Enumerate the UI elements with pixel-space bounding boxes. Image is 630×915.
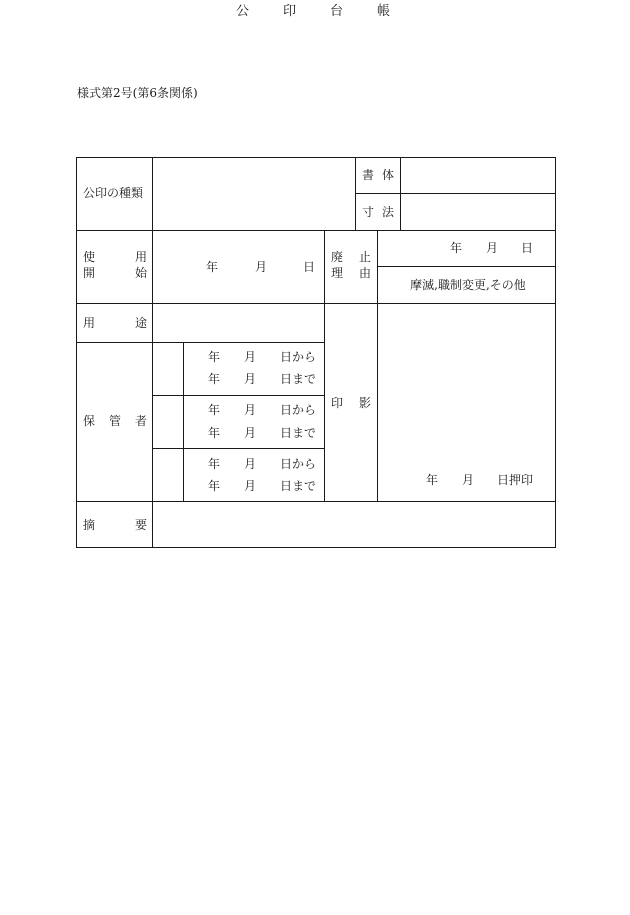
period-from-year: 年 <box>208 350 221 364</box>
start-use-label-char: 開 <box>83 266 96 280</box>
impression-label-char: 印 <box>331 396 344 410</box>
purpose-label-char: 途 <box>135 316 148 330</box>
period-from-year: 年 <box>208 403 221 417</box>
period-to-day: 日まで <box>280 479 317 493</box>
period-to-day: 日まで <box>280 426 317 440</box>
abolish-reason-options: 摩滅,職制変更,その他 <box>410 278 526 292</box>
period-to-year: 年 <box>208 479 221 493</box>
period-from-month: 月 <box>244 350 257 364</box>
abolish-label-char: 理 <box>331 266 344 280</box>
start-use-label-char: 用 <box>135 250 148 264</box>
period-from-year: 年 <box>208 457 221 471</box>
period-to-month: 月 <box>244 479 257 493</box>
remarks-label-char: 要 <box>135 518 148 532</box>
purpose-label-char: 用 <box>83 316 96 330</box>
abolish-date-month: 月 <box>486 241 499 255</box>
start-use-label-char: 使 <box>83 250 96 264</box>
abolish-date-day: 日 <box>521 241 534 255</box>
font-style-label-char: 体 <box>382 168 395 182</box>
period-from-month: 月 <box>244 457 257 471</box>
stamp-date-day: 日押印 <box>497 473 534 487</box>
impression-label-char: 影 <box>359 396 372 410</box>
custodian-label-char: 管 <box>109 414 122 428</box>
period-to-month: 月 <box>244 426 257 440</box>
title-char: 台 <box>330 4 344 19</box>
stamp-date-month: 月 <box>462 473 475 487</box>
start-date-month: 月 <box>255 260 268 274</box>
abolish-date-year: 年 <box>450 241 463 255</box>
title-char: 帳 <box>377 4 391 19</box>
title-char: 印 <box>283 4 297 19</box>
period-from-day: 日から <box>280 350 317 364</box>
remarks-label-char: 摘 <box>83 518 96 532</box>
period-to-year: 年 <box>208 372 221 386</box>
size-label-char: 法 <box>382 205 395 219</box>
form-number: 様式第2号(第6条関係) <box>77 86 198 100</box>
period-to-month: 月 <box>244 372 257 386</box>
custodian-label-char: 保 <box>83 414 96 428</box>
start-date-day: 日 <box>303 260 316 274</box>
custodian-label-char: 者 <box>135 414 148 428</box>
start-date-year: 年 <box>206 260 219 274</box>
font-style-label-char: 書 <box>362 168 375 182</box>
title-char: 公 <box>236 4 250 19</box>
period-from-day: 日から <box>280 403 317 417</box>
abolish-label-char: 止 <box>359 250 372 264</box>
size-label-char: 寸 <box>362 205 375 219</box>
start-use-label-char: 始 <box>135 266 148 280</box>
period-to-year: 年 <box>208 426 221 440</box>
period-from-month: 月 <box>244 403 257 417</box>
stamp-date-year: 年 <box>426 473 439 487</box>
period-to-day: 日まで <box>280 372 317 386</box>
period-from-day: 日から <box>280 457 317 471</box>
seal-type-label: 公印の種類 <box>83 186 144 200</box>
abolish-label-char: 廃 <box>331 250 344 264</box>
abolish-label-char: 由 <box>359 266 372 280</box>
